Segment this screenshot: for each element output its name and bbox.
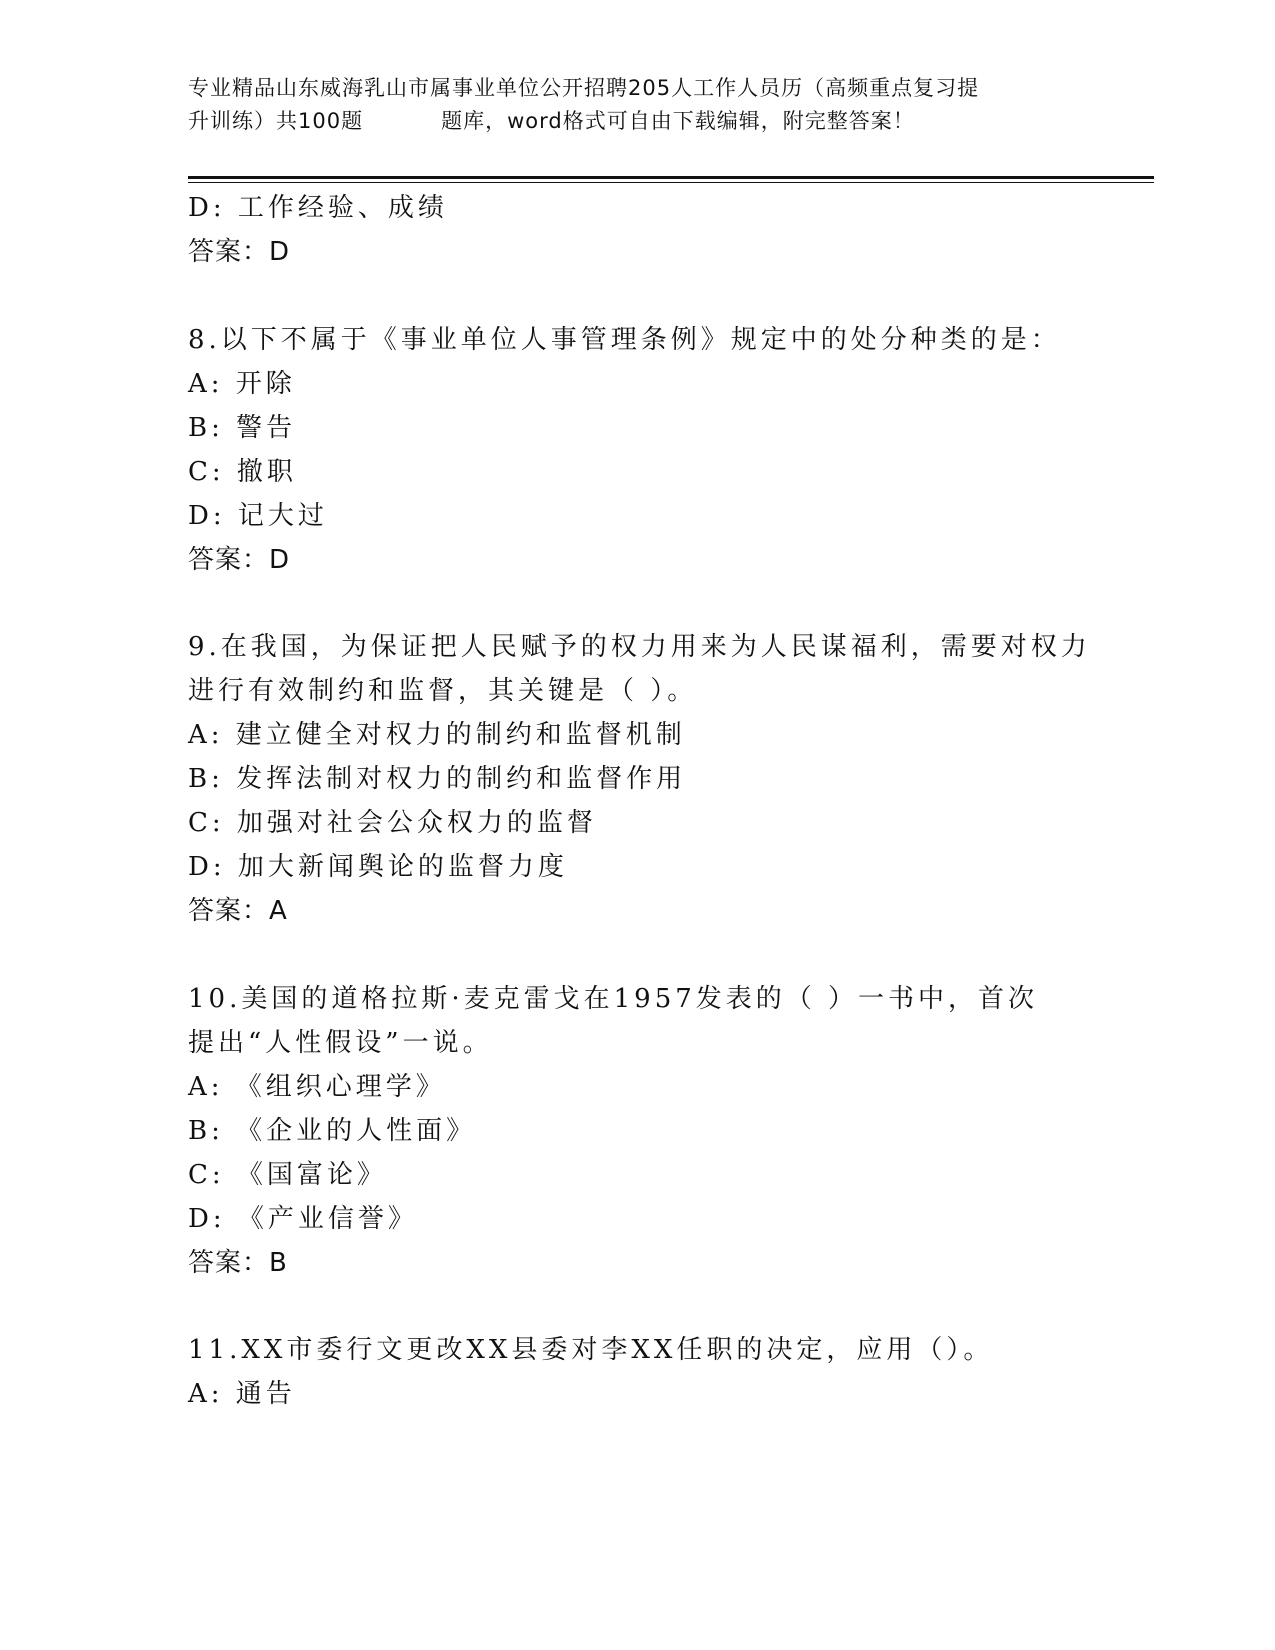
header-divider-thick: [188, 176, 1154, 179]
q9-option-d: D: 加大新闻舆论的监督力度: [188, 852, 568, 882]
q10-stem-line-2: 提出“人性假设”一说。: [188, 1028, 493, 1058]
q9-option-b: B: 发挥法制对权力的制约和监督作用: [188, 764, 687, 794]
q11-option-a: A: 通告: [188, 1379, 296, 1409]
q8-answer: 答案：D: [188, 545, 291, 575]
q10-option-d: D: 《产业信誉》: [188, 1204, 418, 1234]
q9-option-c: C: 加强对社会公众权力的监督: [188, 808, 597, 838]
q9-option-a: A: 建立健全对权力的制约和监督机制: [188, 720, 686, 750]
q9-stem-line-2: 进行有效制约和监督，其关键是（ ）。: [188, 676, 698, 706]
q9-answer: 答案：A: [188, 896, 288, 926]
prev-answer: 答案：D: [188, 237, 291, 267]
q10-option-c: C: 《国富论》: [188, 1160, 387, 1190]
prev-option-d: D: 工作经验、成绩: [188, 193, 448, 223]
header-title-line-1: 专业精品山东威海乳山市属事业单位公开招聘205人工作人员历（高频重点复习提: [188, 76, 980, 100]
q11-stem: 11.XX市委行文更改XX县委对李XX任职的决定，应用（）。: [188, 1335, 994, 1365]
q8-option-a: A: 开除: [188, 369, 296, 399]
q9-stem-line-1: 9.在我国，为保证把人民赋予的权力用来为人民谋福利，需要对权力: [188, 632, 1091, 662]
header-title-part-1: 升训练）共100题: [188, 109, 364, 133]
q8-stem: 8.以下不属于《事业单位人事管理条例》规定中的处分种类的是：: [188, 325, 1061, 355]
header-divider-thin: [188, 182, 1154, 183]
page-header: [188, 72, 1088, 138]
q10-answer: 答案：B: [188, 1248, 288, 1278]
q8-option-b: B: 警告: [188, 413, 297, 443]
q10-option-a: A: 《组织心理学》: [188, 1072, 446, 1102]
q8-option-d: D: 记大过: [188, 501, 328, 531]
q8-option-c: C: 撤职: [188, 457, 297, 487]
q10-stem-line-1: 10.美国的道格拉斯·麦克雷戈在1957发表的（ ）一书中，首次: [188, 984, 1039, 1014]
header-title-part-2: 题库，word格式可自由下载编辑，附完整答案！: [441, 109, 915, 133]
q10-option-b: B: 《企业的人性面》: [188, 1116, 477, 1146]
header-title-line-2: [188, 105, 1088, 138]
